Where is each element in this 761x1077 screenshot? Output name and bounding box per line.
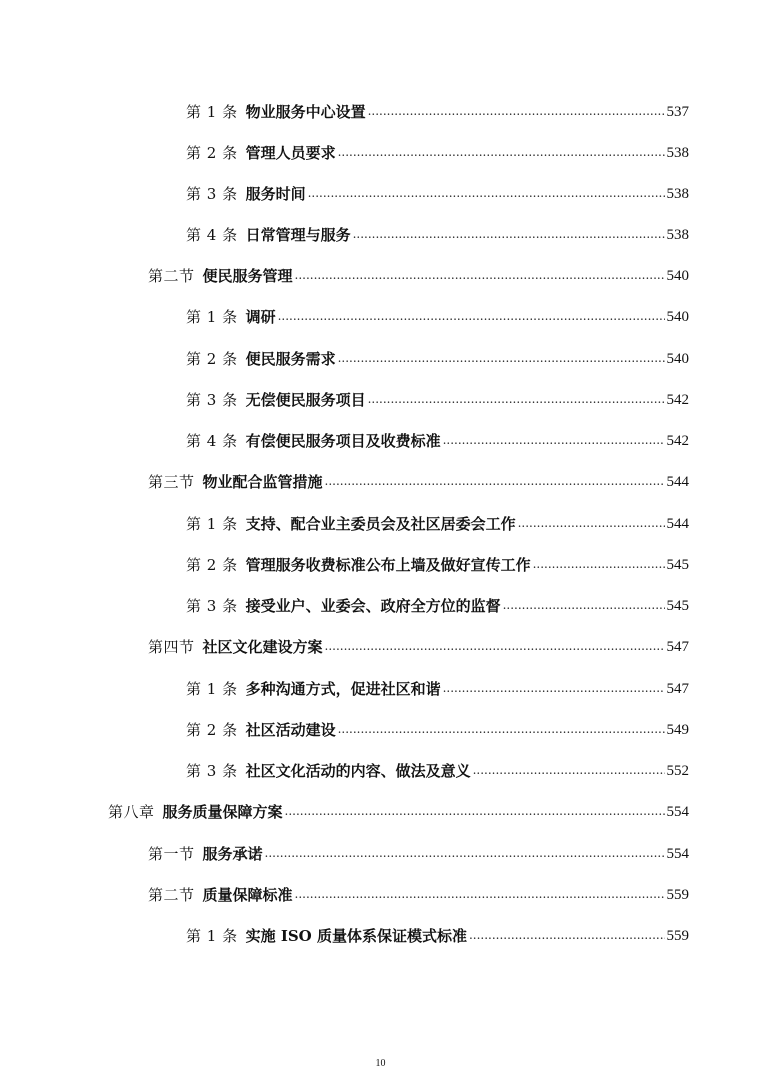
toc-entry-page: 542 <box>666 433 689 449</box>
toc-entry-page: 547 <box>666 639 689 655</box>
toc-entry <box>186 551 689 575</box>
toc-entry-title: 日常管理与服务 <box>245 226 351 244</box>
toc-entry-number: 第八章 <box>108 803 155 821</box>
toc-entry-number: 第四节 <box>148 638 195 656</box>
toc-entry-title: 便民服务管理 <box>202 267 293 285</box>
toc-entry <box>186 675 689 699</box>
toc-entry-number: 第二节 <box>148 886 195 904</box>
toc-entry-page: 540 <box>666 309 689 325</box>
toc-entry-number: 第二节 <box>148 267 195 285</box>
toc-entry <box>186 427 689 451</box>
dot-leader <box>368 104 665 118</box>
toc-entry-title: 便民服务需求 <box>245 350 336 368</box>
toc-entry-number: 第 4 条 <box>186 226 238 244</box>
toc-entry-page: 540 <box>666 268 689 284</box>
toc-entry-number: 第 1 条 <box>186 680 238 698</box>
toc-entry <box>186 510 689 534</box>
toc-entry-page: 545 <box>666 557 689 573</box>
toc-entry-page: 538 <box>666 145 689 161</box>
toc-entry-title: 社区活动建设 <box>245 721 336 739</box>
toc-entry-page: 538 <box>666 227 689 243</box>
toc-entry-page: 547 <box>666 681 689 697</box>
toc-entry-number: 第 2 条 <box>186 721 238 739</box>
toc-entry-title: 调研 <box>245 308 276 326</box>
dot-leader <box>533 557 665 571</box>
toc-entry <box>186 303 689 327</box>
toc-entry <box>148 881 689 905</box>
toc-entry-title: 有偿便民服务项目及收费标准 <box>245 432 441 450</box>
toc-entry-title: 多种沟通方式，促进社区和谐 <box>245 680 441 698</box>
toc-entry-page: 544 <box>666 474 689 490</box>
toc-entry <box>186 386 689 410</box>
toc-entry-number: 第 3 条 <box>186 762 238 780</box>
dot-leader <box>285 804 665 818</box>
toc-entry <box>186 716 689 740</box>
dot-leader <box>443 681 665 695</box>
toc-entry-number: 第 1 条 <box>186 308 238 326</box>
toc-entry <box>186 98 689 122</box>
dot-leader <box>325 474 665 488</box>
dot-leader <box>469 928 665 942</box>
toc-entry-number: 第 1 条 <box>186 927 238 945</box>
toc-entry-page: 554 <box>666 804 689 820</box>
toc-entry <box>186 757 689 781</box>
toc-entry-page: 540 <box>666 351 689 367</box>
dot-leader <box>473 763 665 777</box>
page-number: 10 <box>375 1058 386 1069</box>
toc-entry <box>148 262 689 286</box>
toc-entry-title: 无偿便民服务项目 <box>245 391 366 409</box>
toc-entry-page: 537 <box>666 104 689 120</box>
toc-entry <box>186 592 689 616</box>
toc-entry <box>186 139 689 163</box>
toc-entry-page: 545 <box>666 598 689 614</box>
toc-entry-number: 第 3 条 <box>186 597 238 615</box>
toc-entry-title: 接受业户、业委会、政府全方位的监督 <box>245 597 501 615</box>
toc-entry-page: 538 <box>666 186 689 202</box>
toc-entry-title: 社区文化活动的内容、做法及意义 <box>245 762 471 780</box>
toc-entry-number: 第 4 条 <box>186 432 238 450</box>
toc-entry-title: 管理人员要求 <box>245 144 336 162</box>
dot-leader <box>295 887 665 901</box>
toc-entry <box>186 345 689 369</box>
toc-entry-number: 第 1 条 <box>186 515 238 533</box>
dot-leader <box>338 145 665 159</box>
toc-entry-number: 第三节 <box>148 473 195 491</box>
toc-entry-number: 第 2 条 <box>186 144 238 162</box>
toc-entry-title: 物业服务中心设置 <box>245 103 366 121</box>
dot-leader <box>338 351 665 365</box>
toc-entry-number: 第一节 <box>148 845 195 863</box>
toc-entry <box>186 221 689 245</box>
toc-entry-page: 559 <box>666 887 689 903</box>
dot-leader <box>325 639 665 653</box>
dot-leader <box>443 433 665 447</box>
toc-entry-title: 物业配合监管措施 <box>202 473 323 491</box>
toc-entry-number: 第 3 条 <box>186 391 238 409</box>
toc-entry <box>186 922 689 946</box>
dot-leader <box>338 722 665 736</box>
toc-entry-page: 559 <box>666 928 689 944</box>
toc-entry-title: 服务质量保障方案 <box>162 803 283 821</box>
toc-entry-title: 实施 ISO 质量体系保证模式标准 <box>245 927 467 945</box>
dot-leader <box>518 516 665 530</box>
toc-entry-page: 544 <box>666 516 689 532</box>
dot-leader <box>265 846 665 860</box>
toc-entry-title: 支持、配合业主委员会及社区居委会工作 <box>245 515 516 533</box>
toc-entry-number: 第 2 条 <box>186 556 238 574</box>
toc-entry <box>108 798 689 822</box>
toc-entry <box>148 840 689 864</box>
toc-entry-title: 质量保障标准 <box>202 886 293 904</box>
dot-leader <box>308 186 665 200</box>
dot-leader <box>278 309 665 323</box>
toc-entry-number: 第 2 条 <box>186 350 238 368</box>
dot-leader <box>295 268 665 282</box>
toc-entry <box>148 468 689 492</box>
toc-entry-number: 第 3 条 <box>186 185 238 203</box>
toc-entry-page: 552 <box>666 763 689 779</box>
toc-entry-page: 542 <box>666 392 689 408</box>
toc-entry-title: 管理服务收费标准公布上墙及做好宣传工作 <box>245 556 531 574</box>
toc-entry <box>186 180 689 204</box>
toc-entry-title: 社区文化建设方案 <box>202 638 323 656</box>
toc-entry-title: 服务时间 <box>245 185 306 203</box>
toc-entry-page: 549 <box>666 722 689 738</box>
toc-entry-number: 第 1 条 <box>186 103 238 121</box>
dot-leader <box>503 598 665 612</box>
dot-leader <box>368 392 665 406</box>
toc-entry-title: 服务承诺 <box>202 845 263 863</box>
toc-entry-page: 554 <box>666 846 689 862</box>
toc-entry <box>148 633 689 657</box>
dot-leader <box>353 227 665 241</box>
